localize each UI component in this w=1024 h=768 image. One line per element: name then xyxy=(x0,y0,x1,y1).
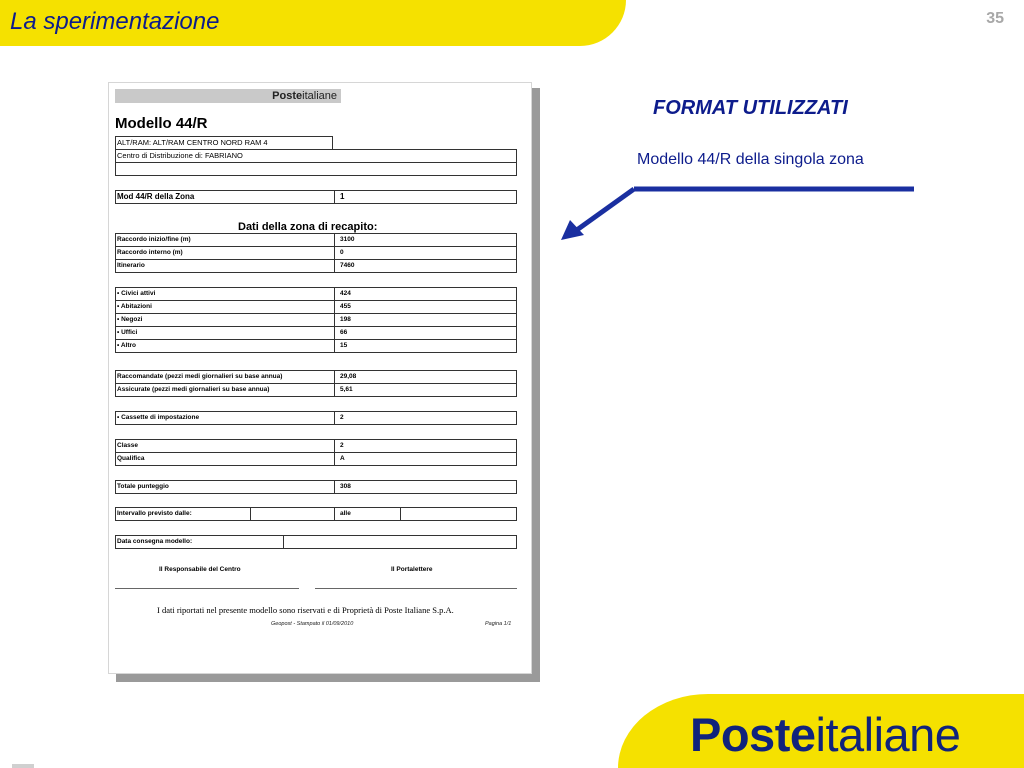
interval-row: Intervallo previsto dalle: alle xyxy=(115,507,517,521)
format-caption: Modello 44/R della singola zona xyxy=(637,151,864,168)
table-row: Raccomandate (pezzi medi giornalieri su base annua) 29,08 xyxy=(115,370,517,384)
table-row: • Abitazioni 455 xyxy=(115,300,517,314)
table-row: Raccordo interno (m) 0 xyxy=(115,246,517,260)
document-header-logo: Posteitaliane xyxy=(272,90,337,102)
corner-mark xyxy=(12,764,34,768)
table-row: Classe 2 xyxy=(115,439,517,453)
signature-left-label: Il Responsabile del Centro xyxy=(159,566,241,573)
table-row: Itinerario 7460 xyxy=(115,259,517,273)
info-row-altram: ALT/RAM: ALT/RAM CENTRO NORD RAM 4 xyxy=(115,136,333,150)
table-row: • Uffici 66 xyxy=(115,326,517,340)
page-indicator: Pagina 1/1 xyxy=(485,621,512,627)
table-row: Qualifica A xyxy=(115,452,517,466)
signature-right-line xyxy=(315,588,517,589)
info-row-empty xyxy=(115,162,517,176)
table-row: • Negozi 198 xyxy=(115,313,517,327)
table-row: • Altro 15 xyxy=(115,339,517,353)
format-heading: FORMAT UTILIZZATI xyxy=(653,97,848,119)
table-row: Assicurate (pezzi medi giornalieri su base annua) 5,61 xyxy=(115,383,517,397)
section-heading: Dati della zona di recapito: xyxy=(238,221,378,233)
arrow-pointer-icon xyxy=(556,180,918,244)
page-number: 35 xyxy=(986,10,1004,27)
zone-row: Mod 44/R della Zona 1 xyxy=(115,190,517,204)
signature-right-label: Il Portalettere xyxy=(391,566,433,573)
print-stamp: Geopost - Stampato il 01/09/2010 xyxy=(271,621,354,627)
document-header-bar xyxy=(115,89,341,103)
table-row: • Civici attivi 424 xyxy=(115,287,517,301)
table-row: Raccordo inizio/fine (m) 3100 xyxy=(115,233,517,247)
info-row-centro: Centro di Distribuzione di: FABRIANO xyxy=(115,149,517,163)
table-row: Totale punteggio 308 xyxy=(115,480,517,494)
poste-italiane-logo: Posteitaliane xyxy=(690,708,961,761)
signature-left-line xyxy=(115,588,299,589)
modello-44r-document xyxy=(108,82,532,674)
table-row: • Cassette di impostazione 2 xyxy=(115,411,517,425)
delivery-row: Data consegna modello: xyxy=(115,535,517,549)
confidentiality-note: I dati riportati nel presente modello sono riservati e di Proprietà di Poste Italiane S.p.A. xyxy=(157,605,454,615)
document-title: Modello 44/R xyxy=(115,115,208,132)
slide-title: La sperimentazione xyxy=(10,8,220,35)
